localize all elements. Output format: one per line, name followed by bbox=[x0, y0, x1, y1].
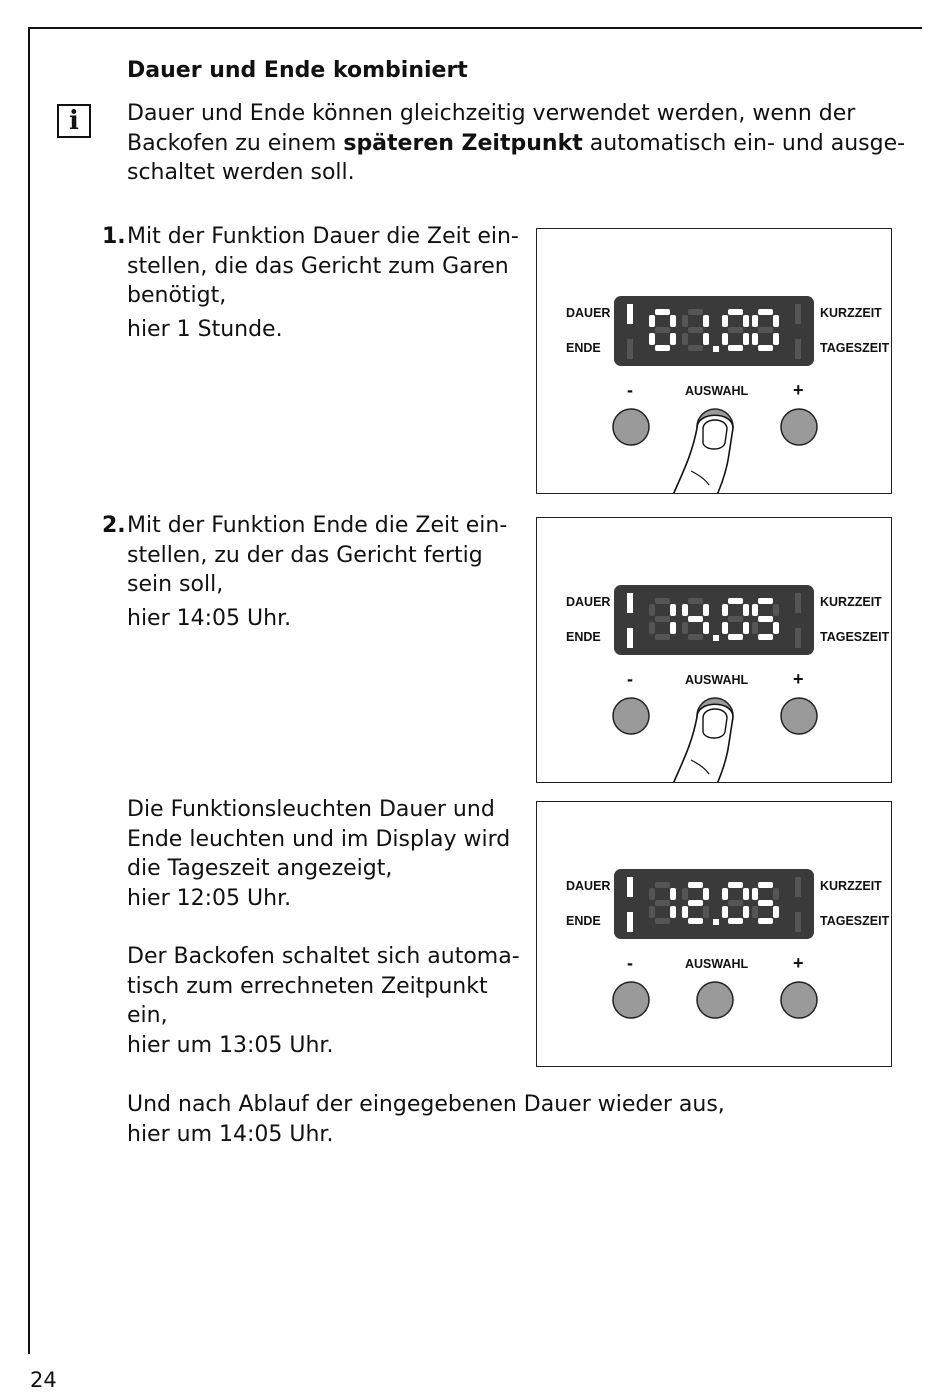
label-tageszeit: TAGESZEIT bbox=[820, 341, 890, 355]
control-panel-step-2 bbox=[536, 517, 892, 783]
display-segment bbox=[773, 888, 779, 900]
display-segment bbox=[752, 315, 758, 327]
display-segment bbox=[655, 634, 670, 640]
display-segment bbox=[703, 622, 709, 634]
display-segment bbox=[752, 604, 758, 616]
display-segment bbox=[752, 906, 758, 918]
panel-graphic bbox=[537, 229, 892, 494]
step-2-note: hier 14:05 Uhr. bbox=[127, 606, 292, 631]
display-segment bbox=[688, 900, 703, 906]
display-segment bbox=[649, 622, 655, 634]
label-plus: + bbox=[793, 380, 804, 400]
display-segment bbox=[722, 888, 728, 900]
display-segment bbox=[703, 604, 709, 616]
display-segment bbox=[649, 604, 655, 616]
ende-indicator bbox=[627, 339, 633, 359]
display-segment bbox=[758, 634, 773, 640]
display-segment bbox=[670, 315, 676, 327]
display-segment bbox=[670, 888, 676, 900]
display-segment bbox=[649, 315, 655, 327]
panel-graphic bbox=[537, 802, 892, 1067]
display-segment bbox=[670, 622, 676, 634]
finger-icon bbox=[673, 415, 733, 494]
auswahl-button[interactable] bbox=[697, 982, 733, 1018]
kurzzeit-indicator bbox=[795, 877, 801, 897]
display-segment bbox=[773, 333, 779, 345]
kurzzeit-indicator bbox=[795, 593, 801, 613]
minus-button[interactable] bbox=[613, 409, 649, 445]
display-screen bbox=[614, 869, 814, 939]
kurzzeit-indicator bbox=[795, 304, 801, 324]
page-number: 24 bbox=[30, 1368, 57, 1392]
display-segment bbox=[758, 918, 773, 924]
label-minus: - bbox=[627, 953, 633, 973]
label-tageszeit: TAGESZEIT bbox=[820, 914, 890, 928]
display-segment bbox=[670, 604, 676, 616]
label-kurzzeit: KURZZEIT bbox=[820, 306, 882, 320]
display-segment bbox=[688, 616, 703, 622]
display-segment bbox=[743, 888, 749, 900]
display-segment bbox=[743, 333, 749, 345]
display-segment bbox=[688, 634, 703, 640]
info-icon: i bbox=[57, 104, 91, 138]
ende-indicator bbox=[627, 912, 633, 932]
display-segment bbox=[728, 918, 743, 924]
display-segment bbox=[752, 622, 758, 634]
display-segment bbox=[758, 882, 773, 888]
display-segment bbox=[728, 345, 743, 351]
display-segment bbox=[722, 333, 728, 345]
display-segment bbox=[758, 616, 773, 622]
display-segment bbox=[722, 604, 728, 616]
label-kurzzeit: KURZZEIT bbox=[820, 595, 882, 609]
step-1-text: Mit der Funktion Dauer die Zeit ein- stellen, die das Gericht zum Garen benötigt, bbox=[127, 224, 519, 308]
label-ende: ENDE bbox=[566, 914, 601, 928]
display-segment bbox=[682, 604, 688, 616]
display-segment bbox=[758, 327, 773, 333]
dauer-indicator bbox=[627, 593, 633, 613]
display-segment bbox=[655, 900, 670, 906]
display-segment bbox=[703, 315, 709, 327]
display-segment bbox=[670, 333, 676, 345]
display-segment bbox=[722, 622, 728, 634]
display-segment bbox=[655, 327, 670, 333]
display-segment bbox=[649, 888, 655, 900]
display-segment bbox=[682, 333, 688, 345]
minus-button[interactable] bbox=[613, 982, 649, 1018]
minus-button[interactable] bbox=[613, 698, 649, 734]
ende-indicator bbox=[627, 628, 633, 648]
display-segment bbox=[703, 333, 709, 345]
display-segment bbox=[743, 604, 749, 616]
display-segment bbox=[728, 309, 743, 315]
display-segment bbox=[728, 616, 743, 622]
display-segment bbox=[688, 309, 703, 315]
display-segment bbox=[773, 315, 779, 327]
display-segment bbox=[655, 345, 670, 351]
display-segment bbox=[688, 918, 703, 924]
finger-icon bbox=[673, 704, 733, 783]
top-rule bbox=[28, 27, 922, 29]
label-plus: + bbox=[793, 953, 804, 973]
display-segment bbox=[670, 906, 676, 918]
tageszeit-indicator bbox=[795, 628, 801, 648]
display-segment bbox=[758, 598, 773, 604]
display-segment bbox=[752, 333, 758, 345]
display-segment bbox=[655, 918, 670, 924]
intro-paragraph: Dauer und Ende können gleichzeitig verwendet werden, wenn der Backofen zu einem späteren Zeitpunkt automatisch ein- und ausge- schaltet werden soll. bbox=[127, 101, 906, 185]
display-segment bbox=[688, 882, 703, 888]
paragraph-auto-off: Und nach Ablauf der eingegebenen Dauer wieder aus, hier um 14:05 Uhr. bbox=[127, 1092, 725, 1147]
display-segment bbox=[703, 906, 709, 918]
label-dauer: DAUER bbox=[566, 879, 611, 893]
label-auswahl: AUSWAHL bbox=[685, 957, 749, 971]
display-segment bbox=[682, 888, 688, 900]
display-segment bbox=[682, 622, 688, 634]
display-segment bbox=[743, 906, 749, 918]
paragraph-auto-on: Der Backofen schaltet sich automa- tisch zum errechneten Zeitpunkt ein, hier um 13:05 Uhr. bbox=[127, 944, 520, 1058]
display-segment bbox=[743, 315, 749, 327]
step-2-text: Mit der Funktion Ende die Zeit ein- stellen, zu der das Gericht fertig sein soll, bbox=[127, 513, 508, 597]
display-segment bbox=[728, 900, 743, 906]
display-dot bbox=[713, 919, 719, 925]
display-segment bbox=[728, 598, 743, 604]
display-segment bbox=[649, 333, 655, 345]
display-segment bbox=[682, 315, 688, 327]
step-1-number: 1. bbox=[102, 224, 126, 249]
tageszeit-indicator bbox=[795, 339, 801, 359]
display-segment bbox=[722, 315, 728, 327]
display-segment bbox=[655, 598, 670, 604]
display-dot bbox=[713, 635, 719, 641]
display-segment bbox=[773, 622, 779, 634]
plus-button[interactable] bbox=[781, 698, 817, 734]
display-segment bbox=[728, 327, 743, 333]
display-segment bbox=[773, 906, 779, 918]
display-dot bbox=[713, 346, 719, 352]
label-tageszeit: TAGESZEIT bbox=[820, 630, 890, 644]
display-segment bbox=[688, 327, 703, 333]
display-segment bbox=[688, 598, 703, 604]
display-segment bbox=[728, 882, 743, 888]
display-segment bbox=[655, 309, 670, 315]
label-minus: - bbox=[627, 669, 633, 689]
display-segment bbox=[773, 604, 779, 616]
dauer-indicator bbox=[627, 304, 633, 324]
display-segment bbox=[752, 888, 758, 900]
label-ende: ENDE bbox=[566, 341, 601, 355]
step-1-note: hier 1 Stunde. bbox=[127, 317, 283, 342]
display-segment bbox=[655, 616, 670, 622]
control-panel-step-1 bbox=[536, 228, 892, 494]
display-screen bbox=[614, 296, 814, 366]
step-2-number: 2. bbox=[102, 513, 126, 538]
control-panel-daytime bbox=[536, 801, 892, 1067]
dauer-indicator bbox=[627, 877, 633, 897]
label-plus: + bbox=[793, 669, 804, 689]
display-segment bbox=[688, 345, 703, 351]
display-segment bbox=[743, 622, 749, 634]
plus-button[interactable] bbox=[781, 982, 817, 1018]
display-segment bbox=[728, 634, 743, 640]
display-segment bbox=[655, 882, 670, 888]
display-segment bbox=[649, 906, 655, 918]
display-screen bbox=[614, 585, 814, 655]
paragraph-function-lights: Die Funktionsleuchten Dauer und Ende leuchten und im Display wird die Tageszeit angezeigt, hier 12:05 Uhr. bbox=[127, 797, 511, 911]
plus-button[interactable] bbox=[781, 409, 817, 445]
left-rule bbox=[28, 27, 30, 1354]
label-kurzzeit: KURZZEIT bbox=[820, 879, 882, 893]
display-segment bbox=[703, 888, 709, 900]
label-auswahl: AUSWAHL bbox=[685, 673, 749, 687]
label-ende: ENDE bbox=[566, 630, 601, 644]
label-dauer: DAUER bbox=[566, 595, 611, 609]
display-segment bbox=[758, 900, 773, 906]
display-segment bbox=[682, 906, 688, 918]
display-segment bbox=[722, 906, 728, 918]
tageszeit-indicator bbox=[795, 912, 801, 932]
label-dauer: DAUER bbox=[566, 306, 611, 320]
display-segment bbox=[758, 345, 773, 351]
display-segment bbox=[758, 309, 773, 315]
section-heading: Dauer und Ende kombiniert bbox=[127, 58, 468, 83]
label-minus: - bbox=[627, 380, 633, 400]
panel-graphic bbox=[537, 518, 892, 783]
label-auswahl: AUSWAHL bbox=[685, 384, 749, 398]
